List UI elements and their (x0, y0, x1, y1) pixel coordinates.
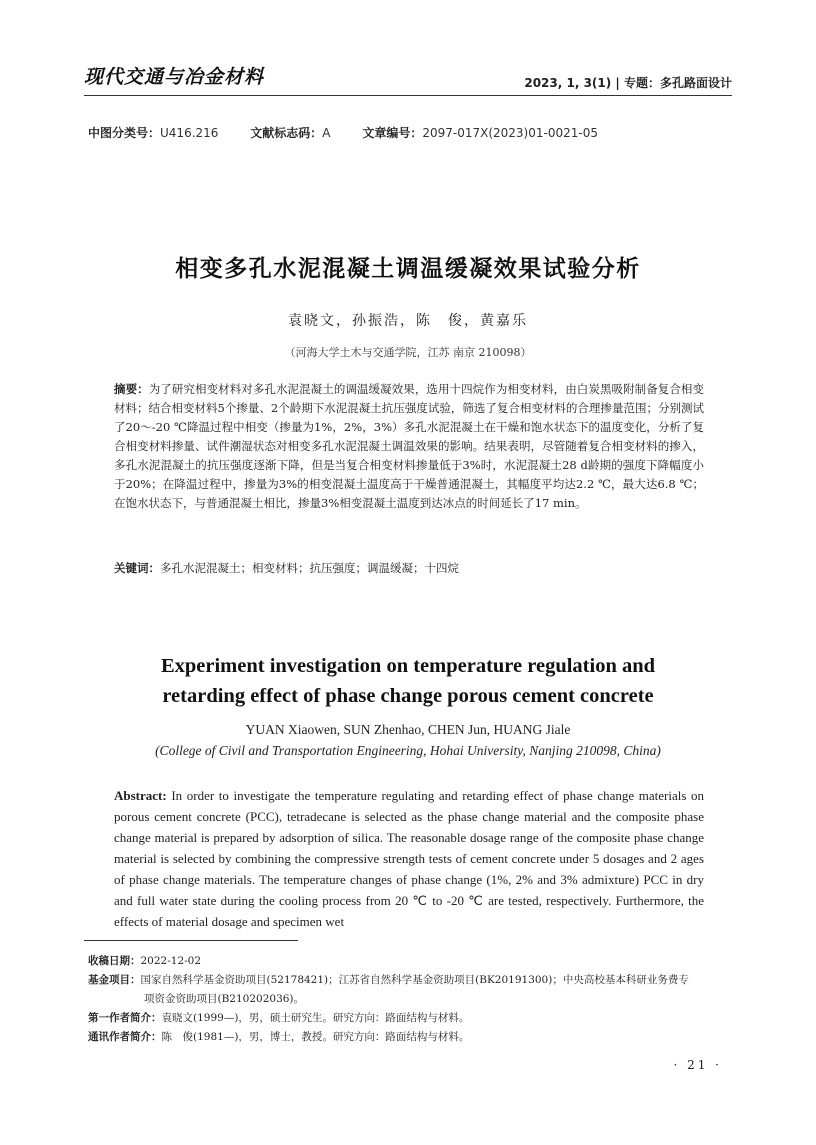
english-authors: YUAN Xiaowen, SUN Zhenhao, CHEN Jun, HUANG Jiale (245, 722, 571, 737)
page-number: · 21 · (673, 1058, 722, 1072)
english-abstract (114, 785, 704, 932)
english-title-line1: Experiment investigation on temperature regulation and (160, 655, 656, 677)
journal-logo: 现代交通与冶金材料 (84, 66, 265, 88)
chinese-affiliation: （河海大学土木与交通学院，江苏 南京 210098） (284, 346, 532, 359)
chinese-abstract (114, 380, 704, 513)
header-divider (84, 95, 732, 96)
footnote-divider (84, 940, 298, 941)
first-author-label: 第一作者简介： (88, 1012, 162, 1024)
clc-value: U416.216 (160, 126, 219, 140)
doc-code-label: 文献标志码： (250, 126, 323, 140)
footnote-received (88, 952, 738, 971)
footnote-corresponding-author (88, 1028, 738, 1047)
chinese-abstract-label: 摘要： (114, 382, 149, 396)
corresponding-value: 陈 俊(1981—)，男，博士，教授。研究方向：路面结构与材料。 (161, 1031, 470, 1043)
article-no-value: 2097-017X(2023)01-0021-05 (422, 126, 598, 140)
clc-label: 中图分类号： (88, 126, 161, 140)
issue-info: 2023, 1, 3(1) | 专题：多孔路面设计 (524, 76, 732, 90)
english-abstract-text: In order to investigate the temperature regulating and retarding effect of phase change materials on porous cement concrete (PCC), tetradecane is selected as the phase change material and the composite phase change material is prepared by adsorption of silica. The reasonable dosage range of the composite phase change material is selected by combining the compressive strength tests of cement concrete under 5 dosages and 2 ages of phase change materials. The temperature changes of phase change (1%, 2% and 3% admixture) PCC in dry and full water state during the cooling process from 20 ℃ to -20 ℃ are tested, respectively. Furthermore, the effects of material dosage and specimen wet (114, 788, 704, 929)
corresponding-label: 通讯作者简介： (88, 1031, 162, 1043)
english-title (0, 651, 816, 711)
english-affiliation: (College of Civil and Transportation Engineering, Hohai University, Nanjing 210098, China) (155, 743, 661, 758)
clc-group (88, 126, 218, 140)
fund-label: 基金项目： (88, 974, 141, 986)
fund-value-line2: 项资金资助项目(B210202036)。 (144, 993, 305, 1005)
received-value: 2022-12-02 (140, 955, 202, 967)
article-no-label: 文章编号： (362, 126, 423, 140)
footnote-first-author (88, 1009, 738, 1028)
chinese-title: 相变多孔水泥混凝土调温缓凝效果试验分析 (175, 256, 641, 282)
received-label: 收稿日期： (88, 955, 141, 967)
first-author-value: 袁晓文(1999—)，男，硕士研究生。研究方向：路面结构与材料。 (161, 1012, 470, 1024)
fund-value-line1: 国家自然科学基金资助项目(52178421)；江苏省自然科学基金资助项目(BK20191300)；中央高校基本科研业务费专 (140, 974, 689, 986)
doc-code-group (250, 126, 330, 140)
chinese-keywords (114, 560, 704, 576)
footnotes (88, 952, 738, 1047)
english-title-line2: retarding effect of phase change porous cement concrete (162, 685, 654, 707)
doc-code-value: A (322, 126, 331, 140)
article-meta (88, 124, 626, 141)
article-no-group (362, 126, 598, 140)
footnote-fund (88, 971, 738, 1009)
chinese-keywords-label: 关键词： (114, 561, 160, 575)
chinese-abstract-text: 为了研究相变材料对多孔水泥混凝土的调温缓凝效果，选用十四烷作为相变材料，由白炭黑吸附制备复合相变材料；结合相变材料5个掺量、2个龄期下水泥混凝土抗压强度试验，筛选了复合相变材料的合理掺量范围；分别测试了20～-20 ℃降温过程中相变（掺量为1%，2%，3%）多孔水泥混凝土在干燥和饱水状态下的温度变化，分析了复合相变材料掺量、试件潮湿状态对相变多孔水泥混凝土调温效果的影响。结果表明，尽管随着复合相变材料的掺入，多孔水泥混凝土的抗压强度逐渐下降，但是当复合相变材料掺量低于3%时，水泥混凝土28 d龄期的强度下降幅度小于20%；在降温过程中，掺量为3%的相变混凝土温度高于干燥普通混凝土，其幅度平均达2.2 ℃，最大达6.8 ℃；在饱水状态下，与普通混凝土相比，掺量3%相变混凝土温度到达冰点的时间延长了17 min。 (114, 382, 705, 510)
chinese-keywords-text: 多孔水泥混凝土；相变材料；抗压强度；调温缓凝；十四烷 (160, 561, 459, 575)
chinese-authors: 袁晓文，孙振浩，陈 俊，黄嘉乐 (288, 313, 528, 329)
english-abstract-label: Abstract: (114, 788, 167, 803)
